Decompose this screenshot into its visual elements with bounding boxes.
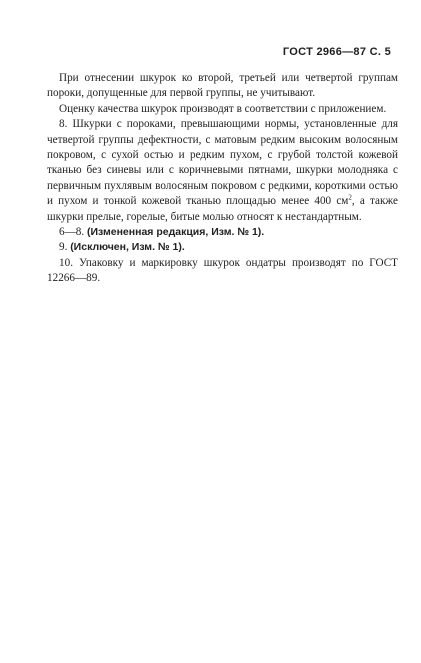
- paragraph-clauses-6-8-note: [47, 225, 398, 240]
- clauses-6-8-label: 6—8.: [59, 226, 85, 239]
- clause-9-label: 9.: [59, 241, 68, 254]
- paragraph-clause-10: 10. Упаковку и маркировку шкурок ондатры производят по ГОСТ 12266—89.: [47, 256, 398, 285]
- amendment-note-1: (Измененная редакция, Изм. № 1).: [86, 226, 265, 239]
- page-header: ГОСТ 2966—87 С. 5: [282, 46, 391, 58]
- paragraph-grouping-rule: При отнесении шкурок ко второй, третьей или четвертой группам пороки, допущенные для первой группы, не учитывают.: [47, 72, 398, 100]
- amendment-note-2: (Исключен, Изм. № 1).: [70, 241, 185, 254]
- superscript-2: 2: [348, 193, 352, 202]
- clause-8-text-end: , а также шкурки прелые, горелые, битые молью относят к нестандартным.: [47, 195, 398, 223]
- clause-8-text: 8. Шкурки с пороками, превышающими нормы, установленные для четвертой группы дефектности, с матовым редким высоким волосяным покровом, с сухой остью и редким пухом, с грубой толстой кожевой тканью без синевы или с коричневыми пятнами, шкурки молодняка с первичным пухлявым волосяным покровом с редкими, короткими остью и пухом и тонкой кожевой тканью площадью менее 400 см: [47, 118, 398, 208]
- paragraph-clause-8: [47, 117, 398, 225]
- paragraph-quality-assessment: Оценку качества шкурок производят в соответствии с приложением.: [59, 102, 387, 115]
- paragraph-clause-9: [47, 240, 398, 255]
- document-body: [47, 71, 398, 287]
